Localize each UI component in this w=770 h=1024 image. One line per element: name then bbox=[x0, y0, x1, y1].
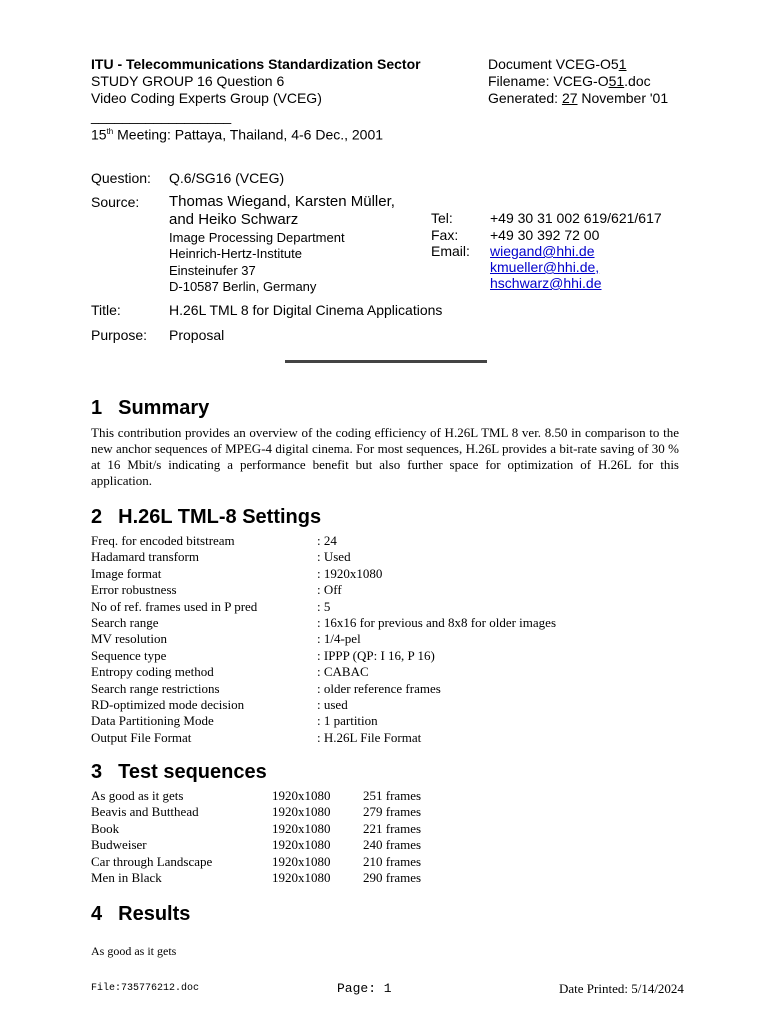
setting-name: RD-optimized mode decision bbox=[91, 697, 245, 712]
sequence-frames: 251 frames bbox=[363, 788, 422, 803]
header-rule: __________________ bbox=[91, 108, 232, 124]
sequence-frames: 210 frames bbox=[363, 853, 422, 869]
section-2-heading: 2 H.26L TML-8 Settings bbox=[91, 506, 322, 528]
setting-name: MV resolution bbox=[91, 631, 167, 647]
sequence-resolution: 1920x1080 bbox=[272, 788, 331, 803]
fax-label: Fax: bbox=[431, 227, 459, 243]
fax-value: +49 30 392 72 00 bbox=[490, 227, 600, 243]
sequence-name: Men in Black bbox=[91, 870, 162, 885]
meeting-info: 15th Meeting: Pattaya, Thailand, 4-6 Dec., 2001 bbox=[91, 126, 384, 143]
setting-name: Hadamard transform bbox=[91, 549, 199, 565]
footer-page: Page: 1 bbox=[337, 981, 392, 996]
sequence-resolution: 1920x1080 bbox=[272, 804, 331, 820]
setting-name: Image format bbox=[91, 565, 162, 581]
setting-name: Freq. for encoded bitstream bbox=[91, 533, 235, 548]
setting-name: Search range bbox=[91, 615, 159, 630]
sequence-resolution: 1920x1080 bbox=[272, 820, 331, 836]
summary-paragraph: This contribution provides an overview of the coding efficiency of H.26L TML 8 ver. 8.50 in comparison to the new anchor sequences of MPEG-4 digital cinema. For most sequences, H.26L provides a bit-rate saving of 30 % at 16 Mbit/s indicating a performance benefit but also further space for optimization of H.26L for this application. bbox=[91, 425, 679, 488]
setting-value: : used bbox=[317, 697, 348, 712]
generated-date: Generated: 27 November '01 bbox=[488, 90, 669, 106]
email-kmueller-line: kmueller@hhi.de, bbox=[490, 259, 600, 275]
street: Einsteinufer 37 bbox=[169, 263, 256, 278]
sequence-resolution: 1920x1080 bbox=[272, 837, 331, 853]
setting-value: : 1920x1080 bbox=[317, 565, 383, 581]
setting-name: Entropy coding method bbox=[91, 664, 214, 680]
setting-value: : 1 partition bbox=[317, 713, 378, 729]
footer-file: File:735776212.doc bbox=[91, 983, 200, 994]
sequence-frames: 279 frames bbox=[363, 804, 422, 820]
city: D-10587 Berlin, Germany bbox=[169, 279, 317, 294]
setting-value: : 5 bbox=[317, 598, 331, 614]
setting-value: : Off bbox=[317, 582, 342, 598]
sequence-frames: 240 frames bbox=[363, 837, 422, 853]
study-group: STUDY GROUP 16 Question 6 bbox=[91, 73, 285, 89]
email-link-kmueller[interactable]: kmueller@hhi.de bbox=[490, 259, 596, 275]
sequence-frames: 290 frames bbox=[363, 870, 422, 885]
tel-label: Tel: bbox=[431, 210, 453, 226]
institute: Heinrich-Hertz-Institute bbox=[169, 246, 302, 261]
separator-line bbox=[285, 360, 487, 363]
email-link-hschwarz[interactable]: hschwarz@hhi.de bbox=[490, 275, 602, 291]
section-1-heading: 1 Summary bbox=[91, 397, 210, 419]
setting-name: Data Partitioning Mode bbox=[91, 713, 214, 729]
authors-line-1: Thomas Wiegand, Karsten Müller, bbox=[169, 193, 395, 210]
setting-name: Output File Format bbox=[91, 729, 192, 745]
sequence-name: Beavis and Butthead bbox=[91, 804, 199, 820]
setting-value: : 16x16 for previous and 8x8 for older images bbox=[317, 615, 557, 630]
setting-value: : Used bbox=[317, 549, 351, 565]
sequence-resolution: 1920x1080 bbox=[272, 870, 331, 885]
vceg-group: Video Coding Experts Group (VCEG) bbox=[91, 90, 322, 106]
sequence-resolution: 1920x1080 bbox=[272, 853, 331, 869]
sequence-name: As good as it gets bbox=[91, 788, 184, 803]
question-label: Question: bbox=[91, 170, 151, 186]
setting-value: : 24 bbox=[317, 533, 337, 548]
setting-name: No of ref. frames used in P pred bbox=[91, 598, 258, 614]
email-link-wiegand[interactable]: wiegand@hhi.de bbox=[490, 243, 595, 259]
purpose-value: Proposal bbox=[169, 327, 225, 343]
setting-value: : IPPP (QP: I 16, P 16) bbox=[317, 647, 435, 663]
title-label: Title: bbox=[91, 302, 121, 318]
title-value: H.26L TML 8 for Digital Cinema Applications bbox=[169, 302, 443, 318]
department: Image Processing Department bbox=[169, 230, 345, 245]
source-label: Source: bbox=[91, 194, 140, 210]
setting-name: Sequence type bbox=[91, 647, 167, 663]
purpose-label: Purpose: bbox=[91, 327, 148, 343]
tel-value: +49 30 31 002 619/621/617 bbox=[490, 210, 662, 226]
section-4-heading: 4 Results bbox=[91, 903, 191, 925]
sequence-name: Car through Landscape bbox=[91, 853, 213, 869]
sequence-name: Book bbox=[91, 820, 120, 836]
footer-date: Date Printed: 5/14/2024 bbox=[559, 981, 684, 996]
org-name: ITU - Telecommunications Standardization Sector bbox=[91, 56, 421, 72]
setting-value: : older reference frames bbox=[317, 680, 441, 696]
setting-value: : H.26L File Format bbox=[317, 729, 422, 745]
authors-line-2: and Heiko Schwarz bbox=[169, 211, 299, 228]
setting-value: : 1/4-pel bbox=[317, 631, 361, 647]
question-value: Q.6/SG16 (VCEG) bbox=[169, 170, 285, 186]
filename: Filename: VCEG-O51.doc bbox=[488, 73, 651, 89]
results-subheading: As good as it gets bbox=[91, 944, 177, 958]
setting-value: : CABAC bbox=[317, 664, 369, 680]
email-label: Email: bbox=[431, 243, 470, 259]
document-id: Document VCEG-O51 bbox=[488, 56, 627, 72]
setting-name: Error robustness bbox=[91, 582, 177, 598]
sequence-frames: 221 frames bbox=[363, 820, 422, 836]
setting-name: Search range restrictions bbox=[91, 680, 220, 696]
section-3-heading: 3 Test sequences bbox=[91, 761, 267, 783]
sequence-name: Budweiser bbox=[91, 837, 147, 853]
